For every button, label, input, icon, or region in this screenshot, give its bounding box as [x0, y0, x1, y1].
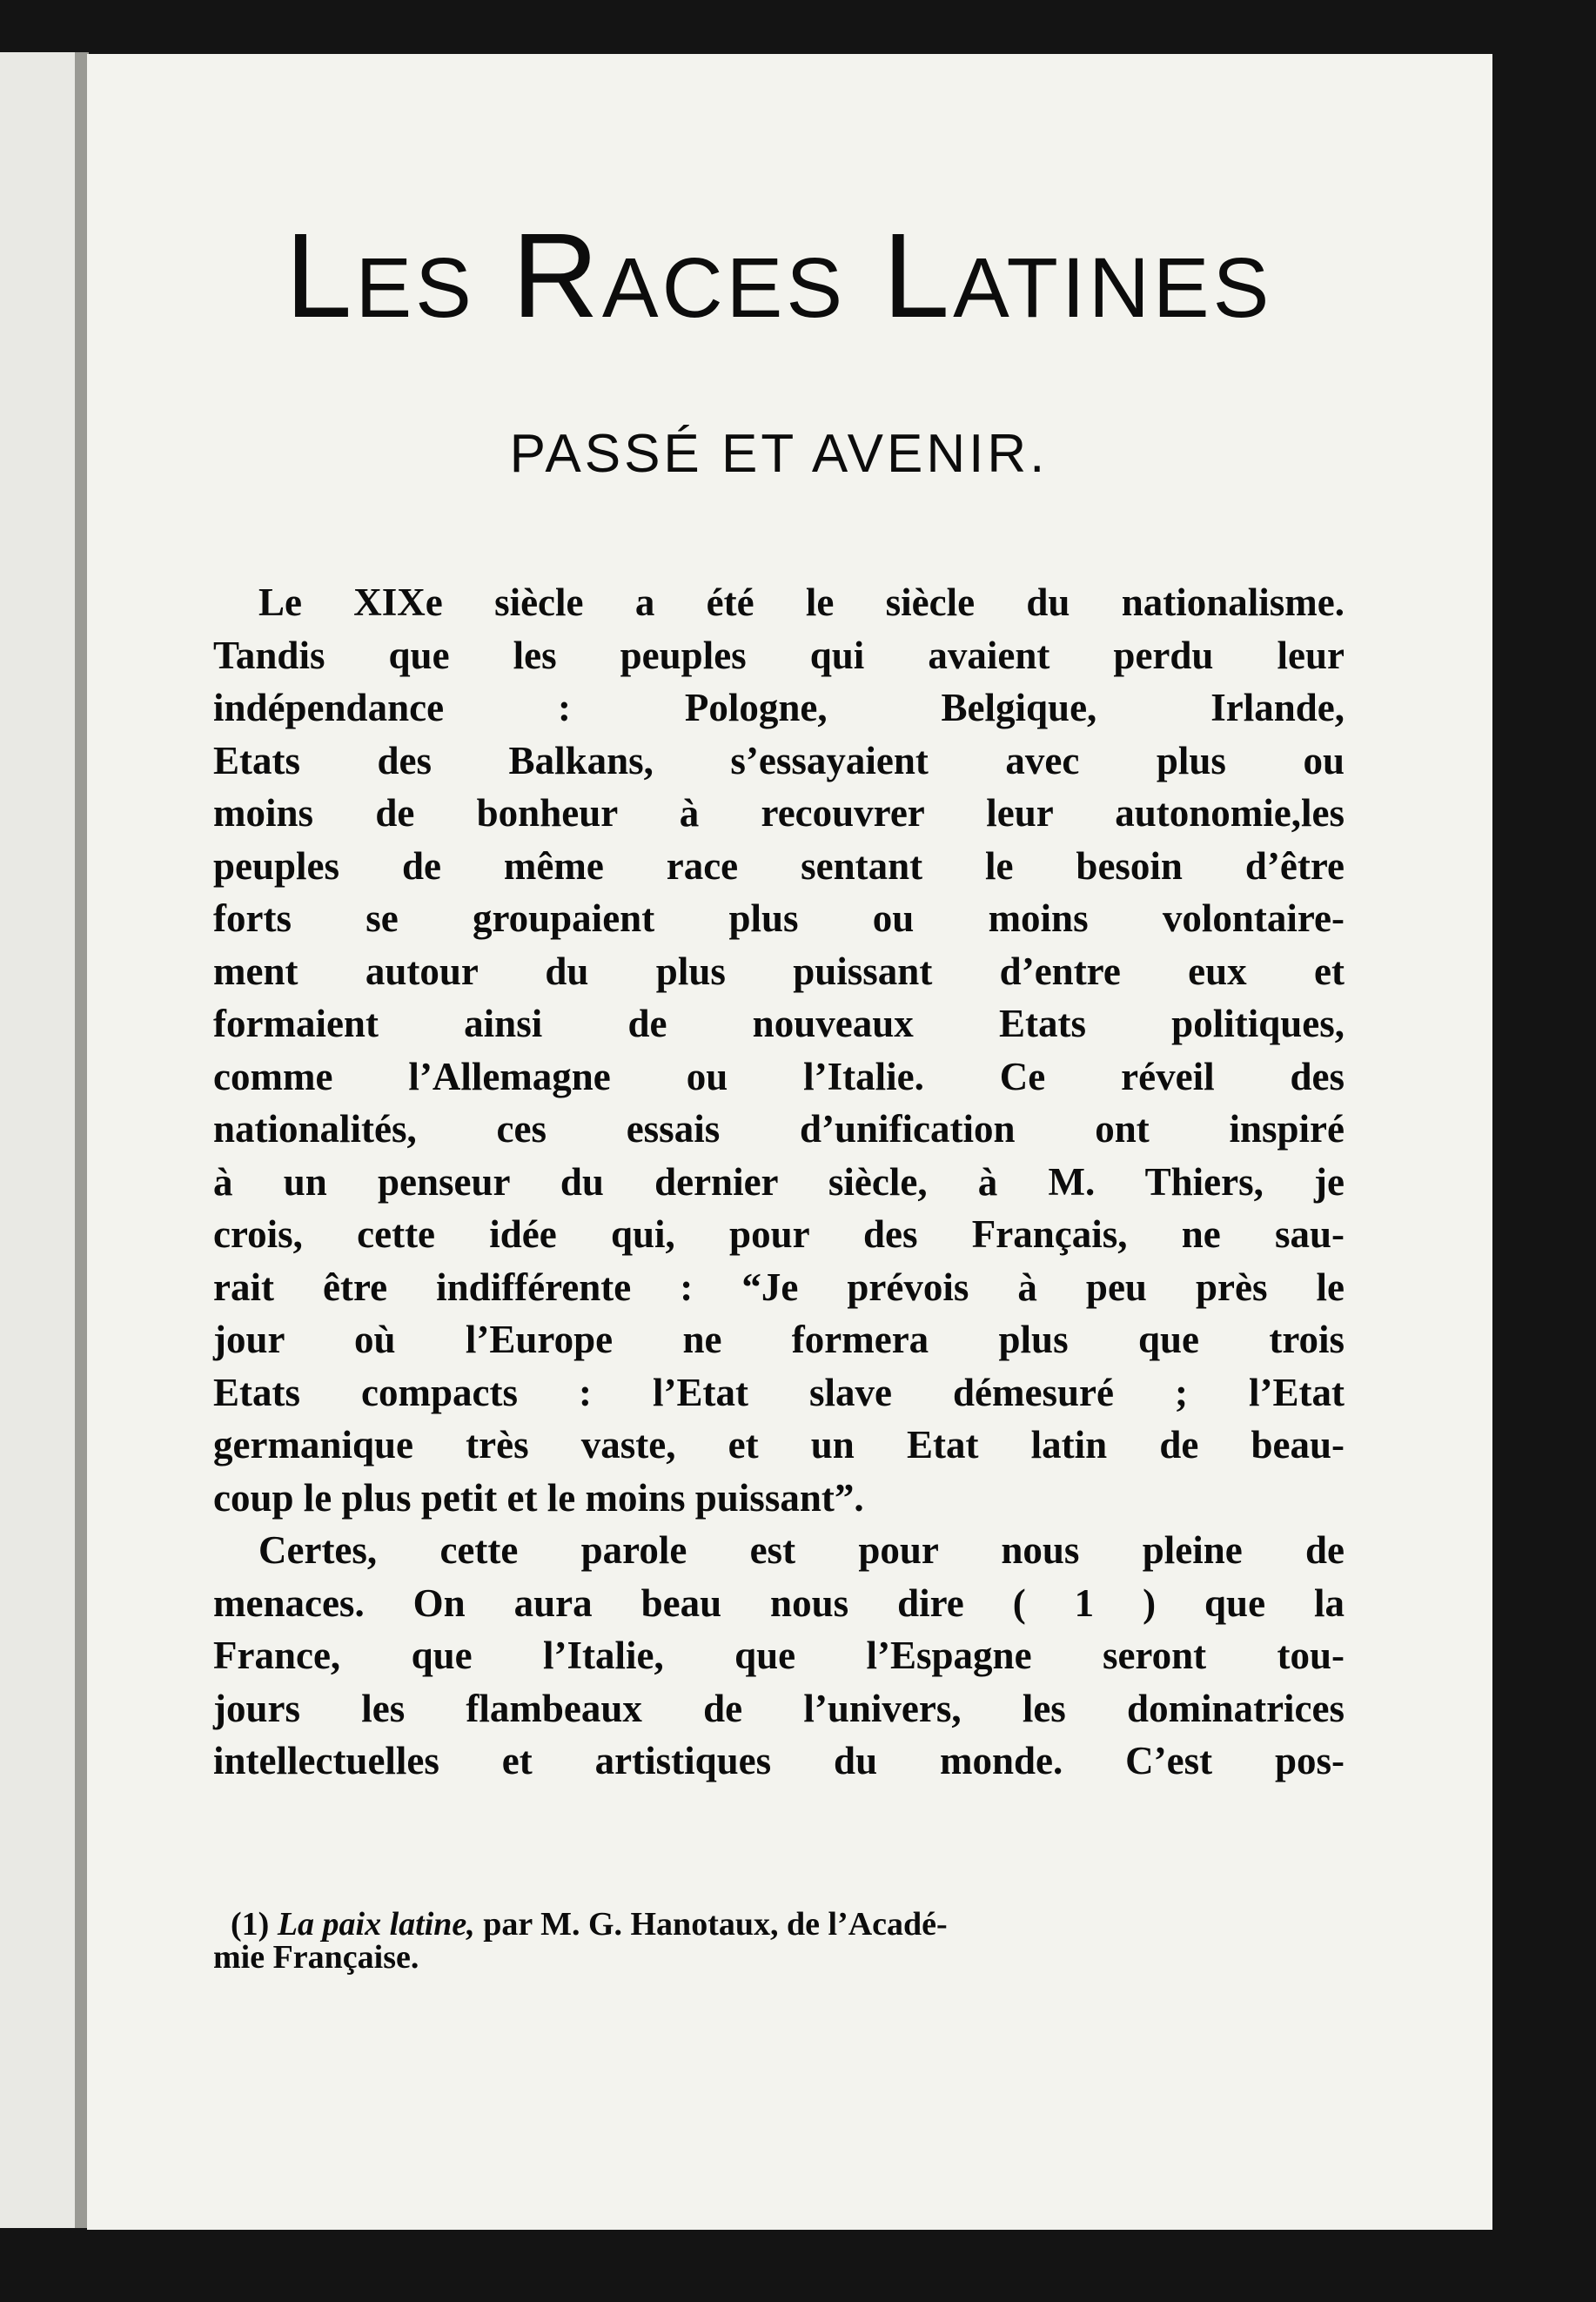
text-line: indépendance : Pologne, Belgique, Irlande,: [213, 686, 1345, 729]
text-line: France, que l’Italie, que l’Espagne seront tou-: [213, 1634, 1345, 1677]
text-line: germanique très vaste, et un Etat latin de beau-: [213, 1423, 1345, 1466]
book-page: [87, 54, 1492, 2230]
footnote-text: par M. G. Hanotaux, de l’Acadé-: [483, 1906, 948, 1943]
text-line: comme l’Allemagne ou l’Italie. Ce réveil des: [213, 1054, 1345, 1098]
paragraph-1: [213, 576, 1345, 1524]
text-line: Tandis que les peuples qui avaient perdu leur: [213, 633, 1345, 677]
footnote-work-title: La paix latine,: [277, 1906, 475, 1943]
text-line: forts se groupaient plus ou moins volontaire-: [213, 896, 1345, 940]
text-line: Etats des Balkans, s’essayaient avec plus ou: [213, 738, 1345, 782]
text-line: coup le plus petit et le moins puissant”.: [213, 1475, 864, 1520]
footnote-line: mie Française.: [213, 1939, 419, 1976]
text-line: crois, cette idée qui, pour des Français, ne sau-: [213, 1212, 1345, 1256]
footnote-line: [213, 1908, 1345, 1941]
text-line: rait être indifférente : “Je prévois à peu près le: [213, 1265, 1345, 1309]
text-line: à un penseur du dernier siècle, à M. Thiers, je: [213, 1159, 1345, 1204]
body-text: [213, 576, 1345, 1788]
text-line: menaces. On aura beau nous dire ( 1 ) que la: [213, 1581, 1345, 1625]
paragraph-2: [213, 1524, 1345, 1788]
page-subtitle: PASSÉ ET AVENIR.: [509, 424, 1049, 484]
text-line: formaient ainsi de nouveaux Etats politiques,: [213, 1002, 1345, 1045]
footnote-marker: (1): [231, 1906, 270, 1943]
text-line: nationalités, ces essais d’unification ont inspiré: [213, 1107, 1345, 1151]
text-line: jours les flambeaux de l’univers, les dominatrices: [213, 1686, 1345, 1730]
text-line: ment autour du plus puissant d’entre eux et: [213, 949, 1345, 993]
footnote: [213, 1908, 1345, 1974]
page-title: Les Races Latines: [285, 209, 1273, 343]
text-line: Certes, cette parole est pour nous pleine de: [258, 1528, 1345, 1572]
text-line: intellectuelles et artistiques du monde. C’est pos-: [213, 1739, 1345, 1782]
text-line: jour où l’Europe ne formera plus que trois: [213, 1318, 1345, 1361]
text-line: Le XIXe siècle a été le siècle du nationalisme.: [258, 581, 1345, 624]
facing-page-edge: [0, 52, 75, 2228]
text-line: moins de bonheur à recouvrer leur autonomie,les: [213, 791, 1345, 835]
text-line: peuples de même race sentant le besoin d’être: [213, 843, 1345, 888]
text-line: Etats compacts : l’Etat slave démesuré ; l’Etat: [213, 1370, 1345, 1414]
